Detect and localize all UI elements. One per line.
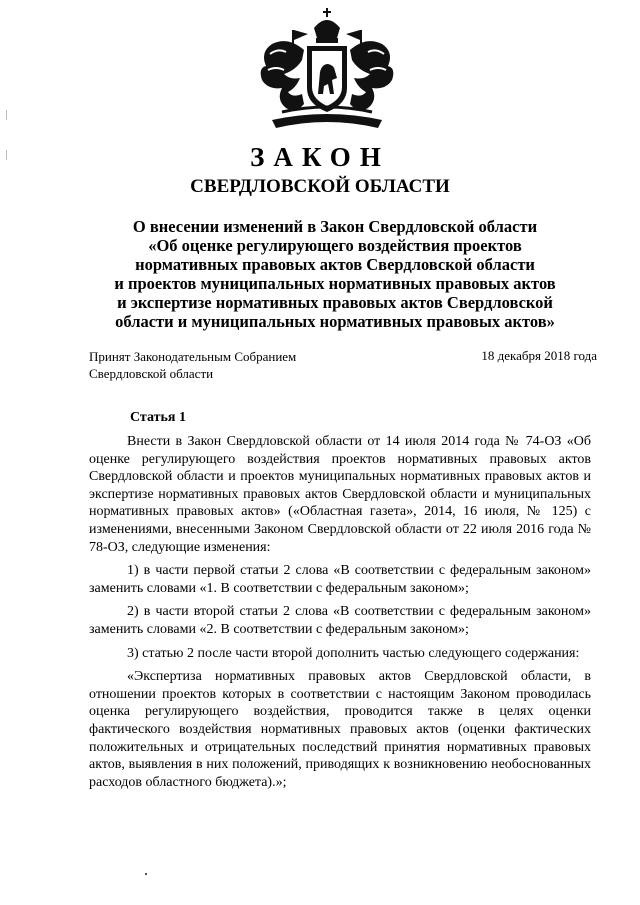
subject-line: и экспертизе нормативных правовых актов Свердловской [117,293,553,312]
coat-of-arms-emblem [252,8,402,134]
article-paragraph: 2) в части второй статьи 2 слова «В соответствии с федеральным законом» заменить словами «2. В соответствии с федеральным законом»; [89,604,591,637]
subject-line: и проектов муниципальных нормативных правовых актов [114,274,556,293]
law-subject [90,217,580,331]
article-body [89,433,591,791]
subject-line: О внесении изменений в Закон Свердловской области [132,217,538,236]
adoption-date: 18 декабря 2018 года [481,348,597,363]
subject-line: «Об оценке регулирующего воздействия проектов [148,236,522,255]
adoption-note [89,348,296,382]
article-heading: Статья 1 [130,410,186,425]
adoption-body-line: Свердловской области [89,366,214,381]
article-paragraph: 3) статью 2 после части второй дополнить частью следующего содержания: [127,645,580,661]
subject-line: нормативных правовых актов Свердловской области [135,255,535,274]
subject-line: области и муниципальных нормативных правовых актов» [115,312,555,331]
article-paragraph: 1) в части первой статьи 2 слова «В соответствии с федеральным законом» заменить словами «1. В соответствии с федеральным законом»; [89,563,591,596]
adoption-body-line: Принят Законодательным Собранием [89,349,297,364]
article-paragraph: «Экспертиза нормативных правовых актов Свердловской области, в отношении проектов которых в соответствии с настоящим Законом проводилась оценка регулирующего воздействия, проводится также в целях оценки фактического воздействия нормативных правовых актов (оценки фактических положительных и отрицательных последствий принятия нормативных правовых актов, выявления в них положений, приводящих к возникновению необоснованных расходов областного бюджета).»; [89,669,591,790]
scan-edge-mark [6,150,7,160]
page-dot [145,873,147,875]
region-title: СВЕРДЛОВСКОЙ ОБЛАСТИ [190,176,450,197]
scan-edge-mark [6,110,7,120]
article-paragraph: Внести в Закон Свердловской области от 14 июля 2014 года № 74-ОЗ «Об оценке регулирующего воздействия проектов нормативных правовых актов Свердловской области и проектов муниципальных нормативных правовых актов и экспертизе нормативных правовых актов Свердловской области и муниципальных нормативных правовых актов» («Областная газета», 2014, 16 июля, № 125) с изменениями, внесенными Законом Свердловской области от 22 июля 2016 года № 78-ОЗ, следующие изменения: [89,434,591,555]
law-title: ЗАКОН [250,142,390,172]
